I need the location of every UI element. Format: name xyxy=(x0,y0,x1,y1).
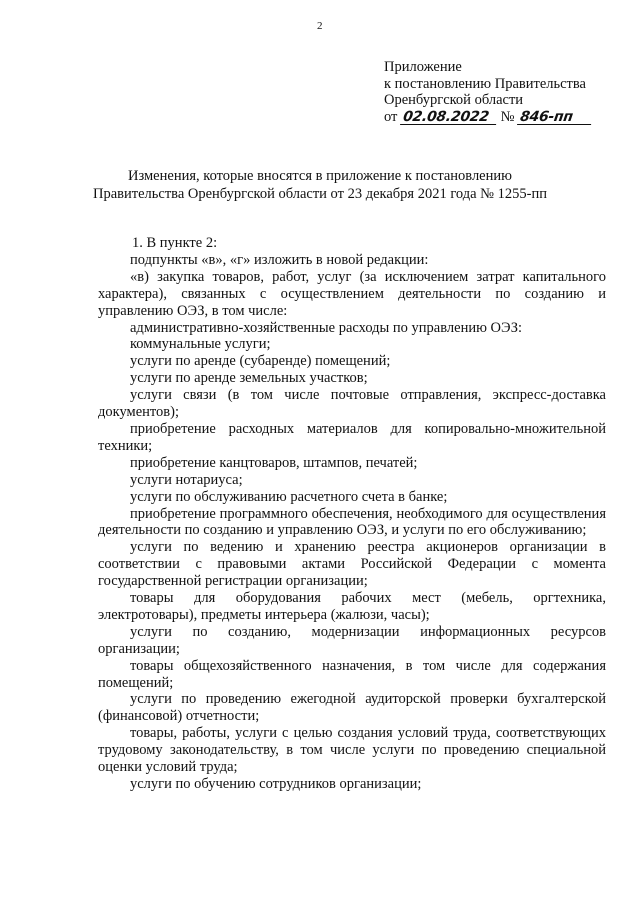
paragraph: услуги по созданию, модернизации информационных ресурсов организации; xyxy=(98,623,606,657)
handwritten-number: 846-пп xyxy=(517,111,593,125)
title-line-1: Изменения, которые вносятся в приложение к постановлению xyxy=(128,168,512,184)
paragraph: административно-хозяйственные расходы по управлению ОЭЗ: xyxy=(130,319,523,336)
title-line-2: Правительства Оренбургской области от 23 декабря 2021 года № 1255-пп xyxy=(93,186,547,202)
paragraph: услуги связи (в том числе почтовые отправления, экспресс-доставка документов); xyxy=(98,387,606,421)
appendix-line-1: Приложение xyxy=(384,59,462,75)
appendix-block xyxy=(384,59,592,125)
paragraph: услуги по обслуживанию расчетного счета в банке; xyxy=(130,488,448,505)
paragraph: услуги нотариуса; xyxy=(130,471,243,488)
paragraph: приобретение канцтоваров, штампов, печатей; xyxy=(130,454,418,471)
appendix-line-2: к постановлению Правительства xyxy=(384,75,586,92)
document-body xyxy=(98,235,606,793)
paragraph: товары для оборудования рабочих мест (мебель, оргтехника, электротовары), предметы интерьера (жалюзи, часы); xyxy=(98,590,606,623)
paragraph: услуги по обучению сотрудников организации; xyxy=(130,776,422,792)
date-prefix: от xyxy=(384,108,398,125)
paragraph: приобретение программного обеспечения, необходимого для осуществления деятельности по созданию и управлению ОЭЗ, и услуги по его обслуживанию; xyxy=(98,505,606,539)
paragraph: 1. В пункте 2: xyxy=(132,235,218,251)
paragraph: «в) закупка товаров, работ, услуг (за исключением затрат капитального характера), связанных с осуществлением деятельности по созданию и управлению ОЭЗ, в том числе: xyxy=(98,268,606,319)
page-number: 2 xyxy=(317,20,323,32)
paragraph: услуги по проведению ежегодной аудиторской проверки бухгалтерской (финансовой) отчетности; xyxy=(98,691,606,725)
paragraph: товары, работы, услуги с целью создания условий труда, соответствующих трудовому законодательству, в том числе услуги по проведению специальной оценки условий труда; xyxy=(98,725,606,776)
paragraph: коммунальные услуги; xyxy=(130,336,271,353)
handwritten-date: 02.08.2022 xyxy=(400,111,498,125)
appendix-line-3: Оренбургской области xyxy=(384,92,524,108)
document-title xyxy=(0,167,640,203)
paragraph: товары общехозяйственного назначения, в том числе для содержания помещений; xyxy=(98,657,606,691)
paragraph: подпункты «в», «г» изложить в новой редакции: xyxy=(130,251,429,268)
paragraph: услуги по ведению и хранению реестра акционеров организации в соответствии с правовыми актами Российской Федерации с момента государственной регистрации организации; xyxy=(98,539,606,590)
appendix-date-number-line xyxy=(384,109,592,126)
number-prefix: № xyxy=(500,108,515,125)
paragraph: услуги по аренде земельных участков; xyxy=(130,370,368,387)
paragraph: услуги по аренде (субаренде) помещений; xyxy=(130,353,391,370)
paragraph: приобретение расходных материалов для копировально-множительной техники; xyxy=(98,420,606,454)
